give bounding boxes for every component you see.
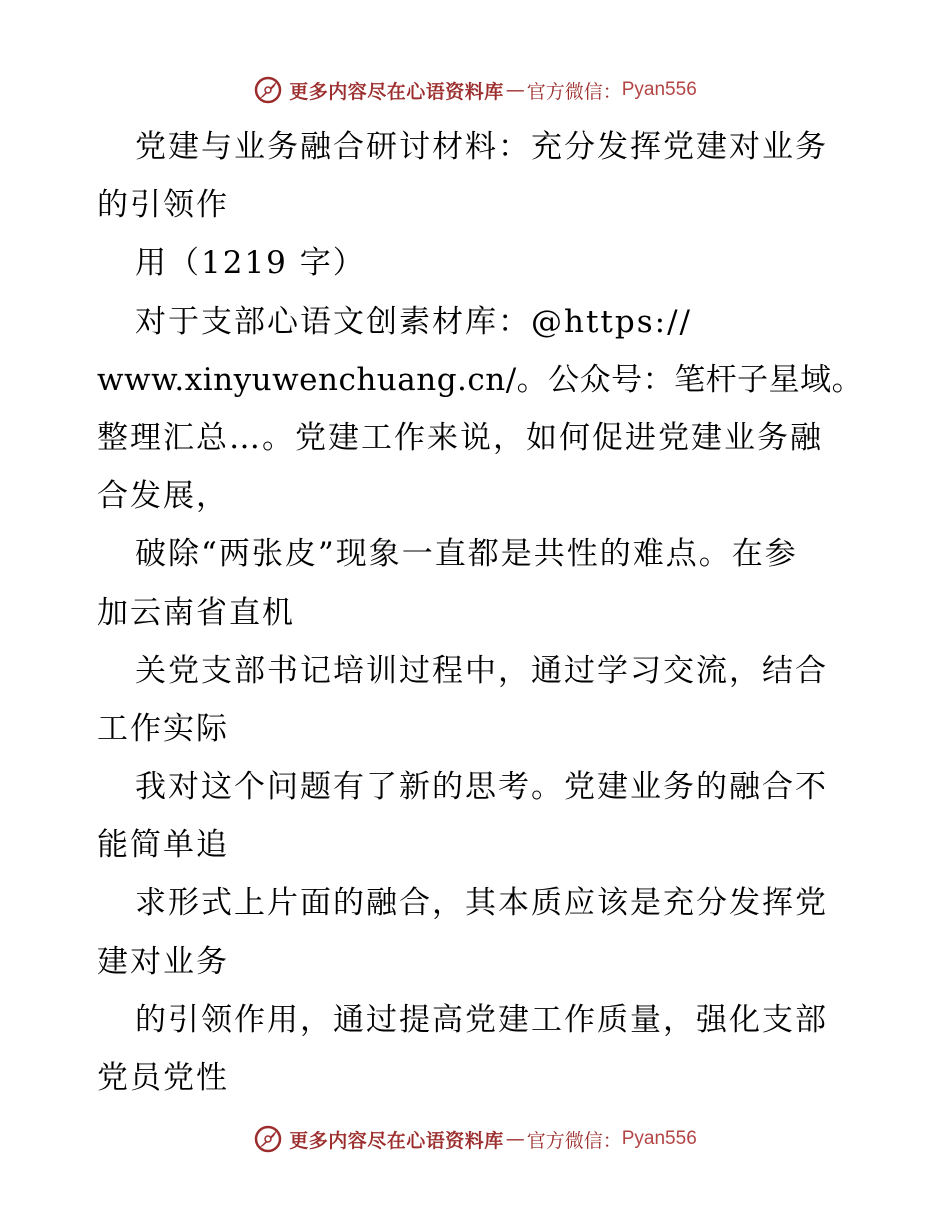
text-line: 关党支部书记培训过程中，通过学习交流，结合 [135, 652, 828, 689]
watermark-wechat-label: 官方微信： [526, 80, 622, 103]
text-line: 的引领作 [97, 187, 229, 224]
text-line: 我对这个问题有了新的思考。党建业务的融合不 [135, 769, 828, 806]
watermark-dash: — [505, 1128, 525, 1150]
text-line: 党员党性 [97, 1060, 229, 1096]
watermark-main-text: 更多内容尽在心语资料库 [289, 80, 504, 103]
text-line: 党建与业务融合研讨材料：充分发挥党建对业务 [135, 129, 828, 165]
watermark-dash: — [505, 79, 525, 101]
document-body [97, 118, 864, 1107]
text-line: 工作实际 [97, 710, 229, 747]
text-line: 整理汇总…。党建工作来说，如何促进党建业务融 [97, 419, 823, 456]
text-line: 建对业务 [97, 943, 229, 980]
quill-logo-icon [253, 1124, 283, 1154]
watermark-wechat-label: 官方微信： [526, 1129, 622, 1152]
text-line: 合发展， [97, 478, 229, 515]
text-line: 求形式上片面的融合，其本质应该是充分发挥党 [135, 885, 828, 922]
text-line: 的引领作用，通过提高党建工作质量，强化支部 [135, 1001, 828, 1038]
text-line: 破除“两张皮”现象一直都是共性的难点。在参 [135, 536, 798, 573]
watermark-main-text: 更多内容尽在心语资料库 [289, 1129, 504, 1152]
quill-logo-icon [253, 75, 283, 105]
text-line: 对于支部心语文创素材库：@https:// [135, 303, 692, 340]
text-line: www.xinyuwenchuang.cn/。公众号：笔杆子星域。 [97, 361, 864, 398]
text-line: 能简单追 [97, 827, 229, 864]
text-line: 加云南省直机 [97, 594, 295, 631]
header-watermark [0, 72, 950, 108]
text-line: 用（1219 字） [135, 245, 366, 282]
watermark-wechat-id: Pyan556 [621, 1128, 697, 1149]
footer-watermark [0, 1121, 950, 1157]
watermark-wechat-id: Pyan556 [621, 79, 697, 100]
